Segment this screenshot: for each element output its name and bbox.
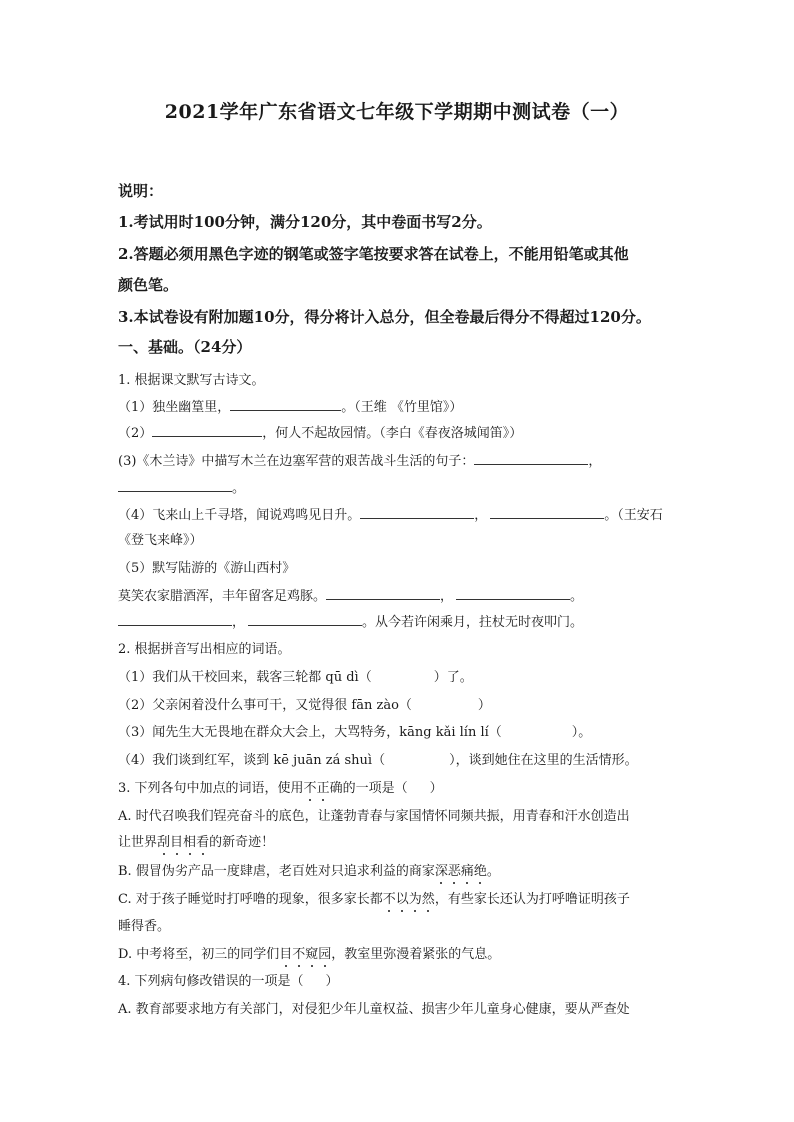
emphasis-char: 深 <box>435 860 448 879</box>
emphasis-char: 目 <box>170 831 183 850</box>
q1-sub-2 <box>118 422 683 441</box>
q1-sub-5-line-2-post: 。从今若许闲乘月，拄杖无时夜叩门。 <box>362 615 584 630</box>
emphasis-char: 相 <box>183 831 196 850</box>
answer-blank[interactable] <box>152 423 262 437</box>
q3-option-a-cont <box>118 831 683 850</box>
q3-option-a: A. 时代召唤我们锃亮奋斗的底色，让蓬勃青春与家国情怀同频共振，用青春和汗水创造出 <box>118 809 630 824</box>
q3-option-c-pre: C. 对于孩子睡觉时打呼噜的现象，很多家长都 <box>118 892 383 907</box>
q1-sub-4-mid: ， <box>474 508 488 523</box>
q1-sub-3-mid: ， <box>588 454 602 469</box>
q1-sub-4-pre: （4）飞来山上千寻塔，闻说鸡鸣见日升。 <box>118 508 361 523</box>
q1-sub-1-pre: （1）独坐幽篁里， <box>118 400 231 415</box>
q3-option-c <box>118 888 683 907</box>
answer-blank[interactable] <box>118 478 232 492</box>
q1-stem: 1. 根据课文默写古诗文。 <box>118 373 265 388</box>
q4-stem-post: ） <box>325 974 339 989</box>
instruction-item-2: 2.答题必须用黑色字迹的钢笔或签字笔按要求答在试卷上，不能用铅笔或其他 <box>118 245 629 263</box>
emphasis-char: 然 <box>422 888 435 907</box>
q1-sub-4-source: 《登飞来峰》） <box>118 533 203 548</box>
q3-option-b-post: 。 <box>486 864 500 879</box>
q1-sub-2-post: ，何人不起故园情。（李白《春夜洛城闻笛》） <box>262 426 523 441</box>
q3-option-a-pre: 让世界 <box>118 835 158 850</box>
q2-sub-3 <box>118 721 683 740</box>
answer-blank[interactable] <box>118 612 232 626</box>
q1-sub-5-line-2 <box>118 611 683 630</box>
emphasis-char: 园 <box>318 943 331 962</box>
q2-sub-4-pre: （4）我们谈到红军，谈到 kē juān zá shuì（ <box>118 753 386 768</box>
q3-option-d-pre: D. 中考将至，初三的同学们 <box>118 947 280 962</box>
q1-sub-5-line-1-mid: ， <box>440 589 454 604</box>
q3-option-c-post: ，有些家长还认为打呼噜证明孩子 <box>434 892 630 907</box>
instructions-heading: 说明： <box>118 182 164 200</box>
q1-sub-5-line-1-end: 。 <box>570 589 584 604</box>
q3-option-b-pre: B. 假冒伪劣产品一度肆虐，老百姓对只追求利益的商家 <box>118 864 435 879</box>
emphasis-char: 绝 <box>474 860 487 879</box>
emphasis-char: 窥 <box>305 943 318 962</box>
q2-sub-1-pre: （1）我们从干校回来，载客三轮都 qū dì（ <box>118 670 372 685</box>
q4-option-a: A. 教育部要求地方有关部门，对侵犯少年儿童权益、损害少年儿童身心健康，要从严查处 <box>118 1002 630 1017</box>
q2-sub-4-post: ），谈到她住在这里的生活情形。 <box>449 753 638 768</box>
emphasis-char: 不 <box>383 888 396 907</box>
emphasis-char: 刮 <box>157 831 170 850</box>
q2-sub-2 <box>118 694 683 713</box>
emphasis-char: 痛 <box>461 860 474 879</box>
q3-stem-pre: 3. 下列各句中加点的词语，使用 <box>118 781 304 796</box>
q1-sub-5: （5）默写陆游的《游山西村》 <box>118 561 296 576</box>
section-1-heading: 一、基础。（24分） <box>118 338 252 356</box>
emphasis-char: 为 <box>409 888 422 907</box>
q3-option-d-post: ，教室里弥漫着紧张的气息。 <box>331 947 501 962</box>
instruction-item-1: 1.考试用时100分钟，满分120分，其中卷面书写2分。 <box>118 213 492 231</box>
emphasis-char: 正 <box>317 777 330 796</box>
q2-stem: 2. 根据拼音写出相应的词语。 <box>118 642 291 657</box>
q1-sub-5-line-1 <box>118 585 683 604</box>
q2-sub-2-pre: （2）父亲闲着没什么事可干，又觉得很 fān zào（ <box>118 698 412 713</box>
q1-sub-4-post: 。（王安石 <box>604 508 663 523</box>
answer-blank[interactable] <box>326 586 440 600</box>
answer-blank[interactable] <box>230 397 341 411</box>
q3-stem-post: ） <box>429 781 443 796</box>
q3-option-c-cont: 睡得香。 <box>118 919 171 934</box>
q2-sub-3-pre: （3）闻先生大无畏地在群众大会上，大骂特务，kāng kǎi lín lí（ <box>118 725 502 740</box>
q4-stem <box>118 970 683 989</box>
q1-sub-2-pre: （2） <box>118 426 153 441</box>
q1-sub-1 <box>118 396 683 415</box>
exam-title: 2021学年广东省语文七年级下学期期中测试卷（一） <box>164 101 630 123</box>
q2-sub-4 <box>118 749 683 768</box>
q2-sub-2-post: ） <box>477 698 491 713</box>
emphasis-char: 不 <box>304 777 317 796</box>
emphasis-char: 不 <box>292 943 305 962</box>
emphasis-char: 以 <box>396 888 409 907</box>
q3-option-b <box>118 860 683 879</box>
q3-option-a-post: 的新奇迹！ <box>209 835 275 850</box>
emphasis-char: 恶 <box>448 860 461 879</box>
q2-sub-3-post: ）。 <box>571 725 592 740</box>
answer-blank[interactable] <box>474 451 588 465</box>
instruction-item-3: 3.本试卷设有附加题10分，得分将计入总分，但全卷最后得分不得超过120分。 <box>118 308 651 326</box>
q1-sub-5-line-1-pre: 莫笑农家腊酒浑，丰年留客足鸡豚。 <box>118 589 327 604</box>
q2-sub-1 <box>118 666 683 685</box>
q1-sub-3 <box>118 450 683 469</box>
q1-sub-3-pre: (3)《木兰诗》中描写木兰在边塞军营的艰苦战斗生活的句子： <box>118 454 475 469</box>
q1-sub-3-end: 。 <box>232 481 246 496</box>
q4-stem-pre: 4. 下列病句修改错误的一项是（ <box>118 974 304 989</box>
q3-stem-mid: 确的一项是（ <box>329 781 408 796</box>
q1-sub-4 <box>118 504 683 523</box>
answer-blank[interactable] <box>248 612 362 626</box>
instruction-item-2-cont: 颜色笔。 <box>118 276 179 294</box>
answer-blank[interactable] <box>490 505 604 519</box>
emphasis-char: 目 <box>279 943 292 962</box>
q1-sub-5-line-2-mid: ， <box>232 615 246 630</box>
answer-blank[interactable] <box>456 586 570 600</box>
q1-sub-1-post: 。（王维 《竹里馆》） <box>341 400 463 415</box>
q1-sub-3-cont <box>118 477 683 496</box>
q3-option-d <box>118 943 683 962</box>
q2-sub-1-post: ）了。 <box>433 670 473 685</box>
answer-blank[interactable] <box>360 505 474 519</box>
emphasis-char: 看 <box>196 831 209 850</box>
q3-stem <box>118 777 683 796</box>
